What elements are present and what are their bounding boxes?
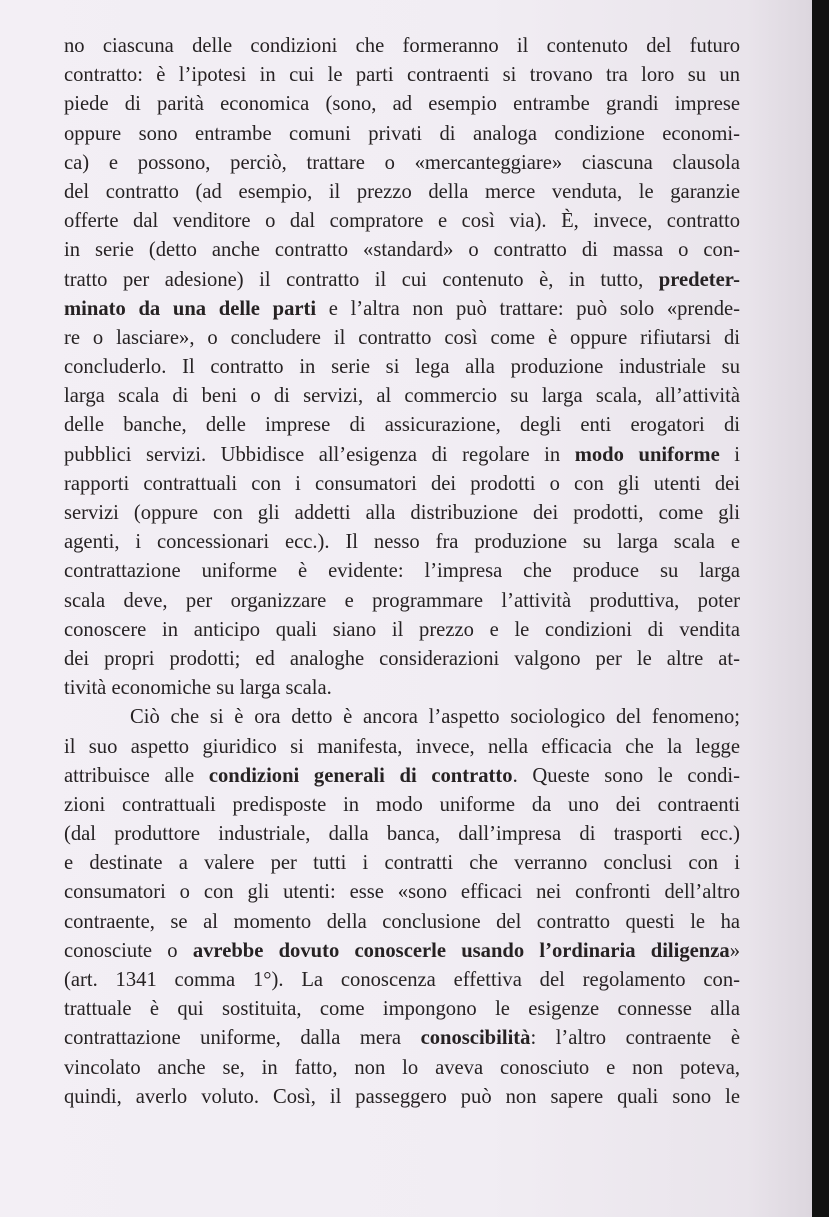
text-line: il suo aspetto giuridico si manifesta, invece, nella efficacia che la legge bbox=[64, 735, 740, 758]
text-line: consumatori o con gli utenti: esse «sono efficaci nei confronti dell’altro bbox=[64, 881, 740, 904]
page-text bbox=[64, 32, 740, 1112]
text-line: larga scala di beni o di servizi, al commercio su larga scala, all’attività bbox=[64, 385, 740, 408]
text-line: quindi, averlo voluto. Così, il passeggero può non sapere quali sono le bbox=[64, 1085, 740, 1108]
text-line: vincolato anche se, in fatto, non lo aveva conosciuto e non poteva, bbox=[64, 1056, 740, 1079]
text-line: trattuale è qui sostituita, come impongono le esigenze connesse alla bbox=[64, 998, 740, 1021]
text-line: oppure sono entrambe comuni privati di analoga condizione economi- bbox=[64, 122, 740, 145]
bold-term: condizioni generali di contratto bbox=[208, 764, 513, 787]
text-line: in serie (detto anche contratto «standard» o contratto di massa o con- bbox=[64, 239, 740, 262]
text-line: conoscere in anticipo quali siano il prezzo e le condizioni di vendita bbox=[64, 618, 740, 641]
text-line: contratto: è l’ipotesi in cui le parti contraenti si trovano tra loro su un bbox=[64, 64, 740, 87]
text-line: pubblici servizi. Ubbidisce all’esigenza di regolare in modo uniforme i bbox=[64, 443, 740, 466]
text-line: attribuisce alle condizioni generali di contratto. Queste sono le condi- bbox=[64, 764, 740, 787]
text-line: rapporti contrattuali con i consumatori dei prodotti o con gli utenti dei bbox=[64, 472, 740, 495]
bold-term: avrebbe dovuto conoscerle usando l’ordinaria diligenza bbox=[192, 939, 730, 962]
text-line: (dal produttore industriale, dalla banca, dall’impresa di trasporti ecc.) bbox=[64, 823, 740, 846]
text-line: conosciute o avrebbe dovuto conoscerle usando l’ordinaria diligenza» bbox=[64, 939, 740, 962]
text-line: contraente, se al momento della conclusione del contratto questi le ha bbox=[64, 910, 740, 933]
text-line: e destinate a valere per tutti i contratti che verranno conclusi con i bbox=[64, 852, 740, 875]
bold-term: conoscibilità bbox=[420, 1027, 531, 1050]
text-line: del contratto (ad esempio, il prezzo della merce venduta, le garanzie bbox=[64, 180, 740, 203]
text-line: dei propri prodotti; ed analoghe considerazioni valgono per le altre at- bbox=[64, 647, 740, 670]
text-line: concluderlo. Il contratto in serie si lega alla produzione industriale su bbox=[64, 356, 740, 379]
text-line: contrattazione uniforme è evidente: l’impresa che produce su larga bbox=[64, 560, 740, 583]
text-line: contrattazione uniforme, dalla mera conoscibilità: l’altro contraente è bbox=[64, 1027, 740, 1050]
text-line: no ciascuna delle condizioni che formeranno il contenuto del futuro bbox=[64, 35, 740, 57]
text-line: piede di parità economica (sono, ad esempio entrambe grandi imprese bbox=[64, 93, 740, 116]
text-line: zioni contrattuali predisposte in modo uniforme da uno dei contraenti bbox=[64, 793, 740, 816]
text-line: agenti, i concessionari ecc.). Il nesso fra produzione su larga scala e bbox=[64, 531, 740, 554]
text-line: servizi (oppure con gli addetti alla distribuzione dei prodotti, come gli bbox=[64, 502, 740, 524]
text-line: (art. 1341 comma 1°). La conoscenza effettiva del regolamento con- bbox=[64, 969, 740, 991]
text-line: scala deve, per organizzare e programmare l’attività produttiva, poter bbox=[64, 589, 740, 612]
page-edge-shadow bbox=[812, 0, 829, 1217]
bold-term: modo uniforme bbox=[574, 443, 720, 466]
text-line: re o lasciare», o concludere il contratto così come è oppure rifiutarsi di bbox=[64, 326, 740, 349]
bold-term: minato da una delle parti bbox=[64, 297, 317, 320]
text-line: ca) e possono, perciò, trattare o «mercanteggiare» ciascuna clausola bbox=[64, 151, 740, 174]
text-line: minato da una delle parti e l’altra non può trattare: può solo «prende- bbox=[64, 297, 741, 320]
text-line: tività economiche su larga scala. bbox=[64, 677, 332, 700]
text-line: Ciò che si è ora detto è ancora l’aspetto sociologico del fenomeno; bbox=[130, 706, 740, 729]
text-line: offerte dal venditore o dal compratore e così via). È, invece, contratto bbox=[64, 210, 740, 233]
text-line: tratto per adesione) il contratto il cui contenuto è, in tutto, predeter- bbox=[64, 268, 740, 291]
text-line: delle banche, delle imprese di assicurazione, degli enti erogatori di bbox=[64, 414, 740, 437]
bold-term: predeter- bbox=[658, 268, 740, 291]
